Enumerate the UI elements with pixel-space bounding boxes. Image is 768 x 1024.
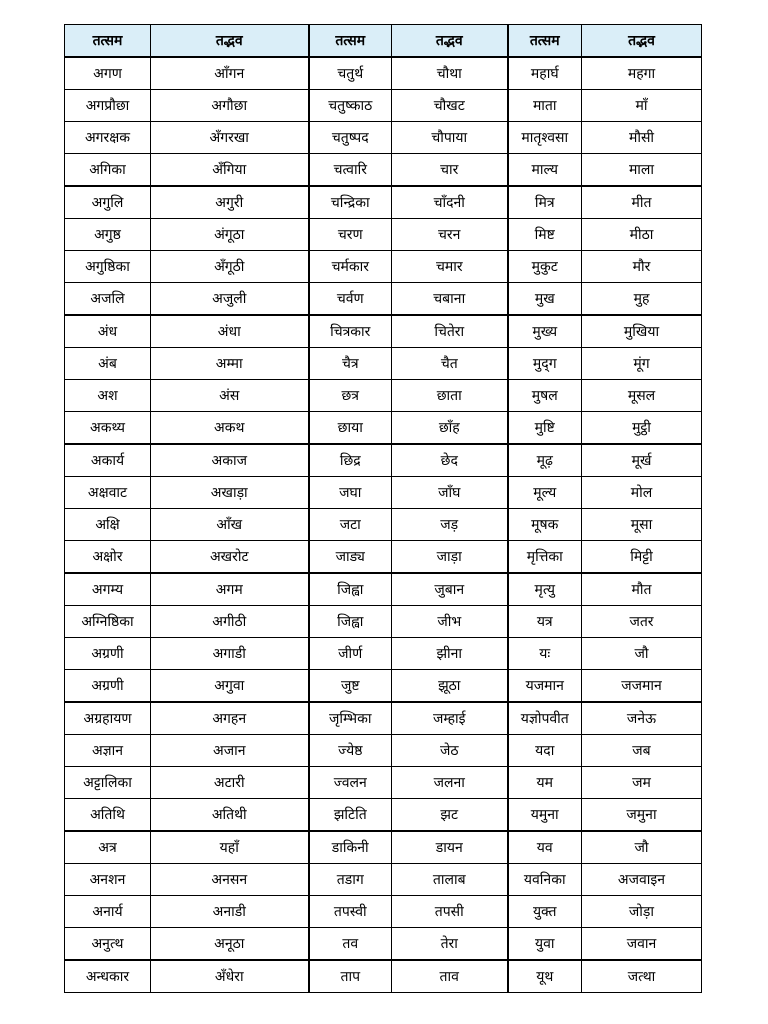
table-row [65,315,702,348]
header-tatsam-1: तत्सम [65,25,151,58]
cell-tatsam-2: जघा [309,477,392,509]
cell-tadbhav-1: अजुली [151,283,309,316]
cell-tadbhav-2: जुबान [392,573,508,606]
cell-tatsam-2: चतुष्काठ [309,90,392,122]
table-row [65,896,702,928]
cell-tadbhav-2: झीना [392,638,508,670]
cell-tatsam-1: अग्निष्ठिका [65,606,151,638]
cell-tadbhav-1: अतिथी [151,799,309,832]
cell-tadbhav-1: अगाडी [151,638,309,670]
table-row [65,122,702,154]
cell-tadbhav-3: मुट्ठी [582,412,702,445]
cell-tatsam-2: छत्र [309,380,392,412]
cell-tadbhav-2: तेरा [392,928,508,961]
cell-tatsam-3: मृत्तिका [508,541,582,574]
table-row [65,348,702,380]
cell-tatsam-1: अंब [65,348,151,380]
cell-tadbhav-3: मुह [582,283,702,316]
cell-tadbhav-3: जौ [582,638,702,670]
table-body [65,57,702,993]
cell-tatsam-3: यत्र [508,606,582,638]
cell-tadbhav-2: चरन [392,219,508,251]
cell-tatsam-3: माल्य [508,154,582,187]
cell-tadbhav-1: अगीठी [151,606,309,638]
cell-tadbhav-3: अजवाइन [582,864,702,896]
cell-tatsam-1: अतिथि [65,799,151,832]
cell-tatsam-2: चैत्र [309,348,392,380]
cell-tatsam-1: अनुत्थ [65,928,151,961]
cell-tatsam-1: अट्टालिका [65,767,151,799]
cell-tadbhav-2: जम्हाई [392,702,508,735]
table-row [65,702,702,735]
table-row [65,412,702,445]
cell-tadbhav-3: जम [582,767,702,799]
cell-tatsam-1: अश [65,380,151,412]
cell-tadbhav-3: मूसा [582,509,702,541]
cell-tatsam-3: मुष्टि [508,412,582,445]
table-row [65,444,702,477]
cell-tadbhav-1: अंस [151,380,309,412]
cell-tatsam-2: ज्वलन [309,767,392,799]
cell-tatsam-3: मूढ़ [508,444,582,477]
cell-tatsam-3: युवा [508,928,582,961]
cell-tatsam-3: यदा [508,735,582,767]
table-row [65,154,702,187]
header-tadbhav-3: तद्भव [582,25,702,58]
cell-tatsam-3: यव [508,831,582,864]
cell-tatsam-3: यम [508,767,582,799]
cell-tatsam-1: अगण [65,57,151,90]
table-row [65,477,702,509]
table-row [65,509,702,541]
cell-tatsam-2: तपस्वी [309,896,392,928]
table-row [65,606,702,638]
cell-tatsam-2: ज्येष्ठ [309,735,392,767]
cell-tatsam-2: जृम्भिका [309,702,392,735]
cell-tadbhav-1: अगुरी [151,186,309,219]
cell-tadbhav-2: चैत [392,348,508,380]
cell-tatsam-3: यः [508,638,582,670]
table-row [65,186,702,219]
cell-tatsam-3: मुद्‌ग [508,348,582,380]
cell-tadbhav-1: अंधा [151,315,309,348]
cell-tadbhav-2: चौथा [392,57,508,90]
table-row [65,638,702,670]
cell-tatsam-2: चित्रकार [309,315,392,348]
cell-tatsam-1: अगप्रौछा [65,90,151,122]
cell-tatsam-1: अजलि [65,283,151,316]
cell-tadbhav-1: अनसन [151,864,309,896]
table-row [65,90,702,122]
cell-tadbhav-3: मुखिया [582,315,702,348]
cell-tadbhav-1: अखरोट [151,541,309,574]
cell-tatsam-2: डाकिनी [309,831,392,864]
cell-tadbhav-3: माला [582,154,702,187]
table-row [65,283,702,316]
cell-tadbhav-1: अम्मा [151,348,309,380]
cell-tadbhav-3: मौत [582,573,702,606]
cell-tadbhav-3: मोल [582,477,702,509]
cell-tatsam-2: जाड्य [309,541,392,574]
table-row [65,767,702,799]
cell-tadbhav-2: जाड़ा [392,541,508,574]
cell-tatsam-2: जीर्ण [309,638,392,670]
cell-tatsam-3: माता [508,90,582,122]
cell-tatsam-3: यजमान [508,670,582,703]
cell-tadbhav-1: अंगूठा [151,219,309,251]
header-tatsam-2: तत्सम [309,25,392,58]
cell-tadbhav-2: चाँदनी [392,186,508,219]
cell-tatsam-3: मुषल [508,380,582,412]
cell-tadbhav-3: मीत [582,186,702,219]
cell-tatsam-1: अत्र [65,831,151,864]
cell-tadbhav-2: चौपाया [392,122,508,154]
cell-tadbhav-3: जत्था [582,960,702,993]
table-row [65,735,702,767]
cell-tadbhav-2: जेठ [392,735,508,767]
cell-tadbhav-3: जनेऊ [582,702,702,735]
cell-tadbhav-1: अँगरखा [151,122,309,154]
cell-tadbhav-2: झूठा [392,670,508,703]
cell-tadbhav-3: जमुना [582,799,702,832]
cell-tatsam-2: जुष्ट [309,670,392,703]
table-row [65,57,702,90]
cell-tadbhav-1: अगहन [151,702,309,735]
cell-tatsam-3: मूल्य [508,477,582,509]
header-tadbhav-2: तद्भव [392,25,508,58]
cell-tatsam-2: तडाग [309,864,392,896]
cell-tadbhav-1: अगौछा [151,90,309,122]
cell-tadbhav-3: महगा [582,57,702,90]
cell-tadbhav-1: आँख [151,509,309,541]
cell-tadbhav-3: मौसी [582,122,702,154]
cell-tadbhav-2: चमार [392,251,508,283]
cell-tatsam-2: झटिति [309,799,392,832]
cell-tadbhav-1: आँगन [151,57,309,90]
table-row [65,573,702,606]
cell-tatsam-3: मुख्य [508,315,582,348]
cell-tatsam-1: अगुष्ठ [65,219,151,251]
cell-tadbhav-1: अटारी [151,767,309,799]
cell-tatsam-3: मातृश्वसा [508,122,582,154]
table-row [65,251,702,283]
cell-tatsam-1: अंध [65,315,151,348]
cell-tadbhav-2: छाँह [392,412,508,445]
cell-tatsam-1: अकथ्य [65,412,151,445]
cell-tadbhav-3: मूर्ख [582,444,702,477]
cell-tatsam-2: चरण [309,219,392,251]
cell-tadbhav-3: मिट्टी [582,541,702,574]
cell-tatsam-3: यूथ [508,960,582,993]
cell-tadbhav-3: जौ [582,831,702,864]
cell-tatsam-1: अक्षि [65,509,151,541]
cell-tadbhav-2: जीभ [392,606,508,638]
cell-tatsam-1: अक्षवाट [65,477,151,509]
cell-tadbhav-2: चितेरा [392,315,508,348]
header-tatsam-3: तत्सम [508,25,582,58]
cell-tatsam-1: अगम्य [65,573,151,606]
cell-tadbhav-1: अजान [151,735,309,767]
cell-tatsam-1: अनार्य [65,896,151,928]
cell-tadbhav-2: जाँघ [392,477,508,509]
cell-tatsam-3: युक्त [508,896,582,928]
cell-tatsam-2: छिद्र [309,444,392,477]
cell-tadbhav-3: जतर [582,606,702,638]
cell-tatsam-1: अनशन [65,864,151,896]
cell-tatsam-3: यज्ञोपवीत [508,702,582,735]
cell-tatsam-2: चत्वारि [309,154,392,187]
cell-tadbhav-2: जलना [392,767,508,799]
cell-tatsam-1: अन्धकार [65,960,151,993]
cell-tadbhav-2: तपसी [392,896,508,928]
header-row [65,25,702,58]
cell-tatsam-2: चतुष्पद [309,122,392,154]
cell-tatsam-3: मुकुट [508,251,582,283]
cell-tadbhav-1: अकथ [151,412,309,445]
cell-tatsam-2: चर्मकार [309,251,392,283]
cell-tadbhav-3: माँ [582,90,702,122]
cell-tatsam-2: जिह्वा [309,606,392,638]
cell-tadbhav-1: अँगूठी [151,251,309,283]
table-row [65,541,702,574]
cell-tatsam-3: यवनिका [508,864,582,896]
table-row [65,928,702,961]
cell-tatsam-2: तव [309,928,392,961]
cell-tatsam-1: अगिका [65,154,151,187]
cell-tadbhav-1: अँगिया [151,154,309,187]
cell-tadbhav-1: अगुवा [151,670,309,703]
cell-tadbhav-3: जजमान [582,670,702,703]
cell-tatsam-2: छाया [309,412,392,445]
cell-tadbhav-2: चबाना [392,283,508,316]
cell-tatsam-2: चर्वण [309,283,392,316]
cell-tadbhav-3: मूसल [582,380,702,412]
table-row [65,799,702,832]
cell-tatsam-3: यमुना [508,799,582,832]
cell-tatsam-1: अग्रणी [65,670,151,703]
cell-tadbhav-1: अनूठा [151,928,309,961]
tatsam-tadbhav-table [64,24,702,993]
cell-tatsam-2: चतुर्थ [309,57,392,90]
cell-tatsam-3: महार्घ [508,57,582,90]
cell-tatsam-2: चन्द्रिका [309,186,392,219]
table-row [65,960,702,993]
cell-tadbhav-2: तालाब [392,864,508,896]
cell-tadbhav-2: छाता [392,380,508,412]
cell-tatsam-1: अगरक्षक [65,122,151,154]
cell-tatsam-2: जटा [309,509,392,541]
cell-tadbhav-1: अँधेरा [151,960,309,993]
cell-tadbhav-1: अगम [151,573,309,606]
cell-tatsam-1: अगुलि [65,186,151,219]
cell-tatsam-3: मिष्ट [508,219,582,251]
cell-tadbhav-2: जड़ [392,509,508,541]
cell-tatsam-3: मुख [508,283,582,316]
cell-tadbhav-2: झट [392,799,508,832]
table-row [65,670,702,703]
cell-tadbhav-3: मूंग [582,348,702,380]
cell-tatsam-1: अक्षोर [65,541,151,574]
cell-tadbhav-3: जवान [582,928,702,961]
header-tadbhav-1: तद्भव [151,25,309,58]
cell-tatsam-3: मित्र [508,186,582,219]
table-row [65,380,702,412]
cell-tatsam-1: अग्रणी [65,638,151,670]
cell-tadbhav-2: छेद [392,444,508,477]
table-row [65,831,702,864]
cell-tatsam-2: जिह्वा [309,573,392,606]
cell-tatsam-3: मूषक [508,509,582,541]
cell-tadbhav-2: चार [392,154,508,187]
cell-tadbhav-1: यहाँ [151,831,309,864]
cell-tadbhav-3: जब [582,735,702,767]
cell-tatsam-1: अगुष्ठिका [65,251,151,283]
cell-tadbhav-3: मीठा [582,219,702,251]
cell-tatsam-3: मृत्यु [508,573,582,606]
cell-tatsam-1: अकार्य [65,444,151,477]
cell-tatsam-2: ताप [309,960,392,993]
cell-tadbhav-1: अखाड़ा [151,477,309,509]
cell-tadbhav-2: ताव [392,960,508,993]
cell-tadbhav-2: चौखट [392,90,508,122]
cell-tatsam-1: अग्रहायण [65,702,151,735]
cell-tadbhav-1: अकाज [151,444,309,477]
cell-tadbhav-2: डायन [392,831,508,864]
cell-tadbhav-1: अनाडी [151,896,309,928]
table-row [65,864,702,896]
table-row [65,219,702,251]
cell-tatsam-1: अज्ञान [65,735,151,767]
cell-tadbhav-3: जोड़ा [582,896,702,928]
cell-tadbhav-3: मौर [582,251,702,283]
